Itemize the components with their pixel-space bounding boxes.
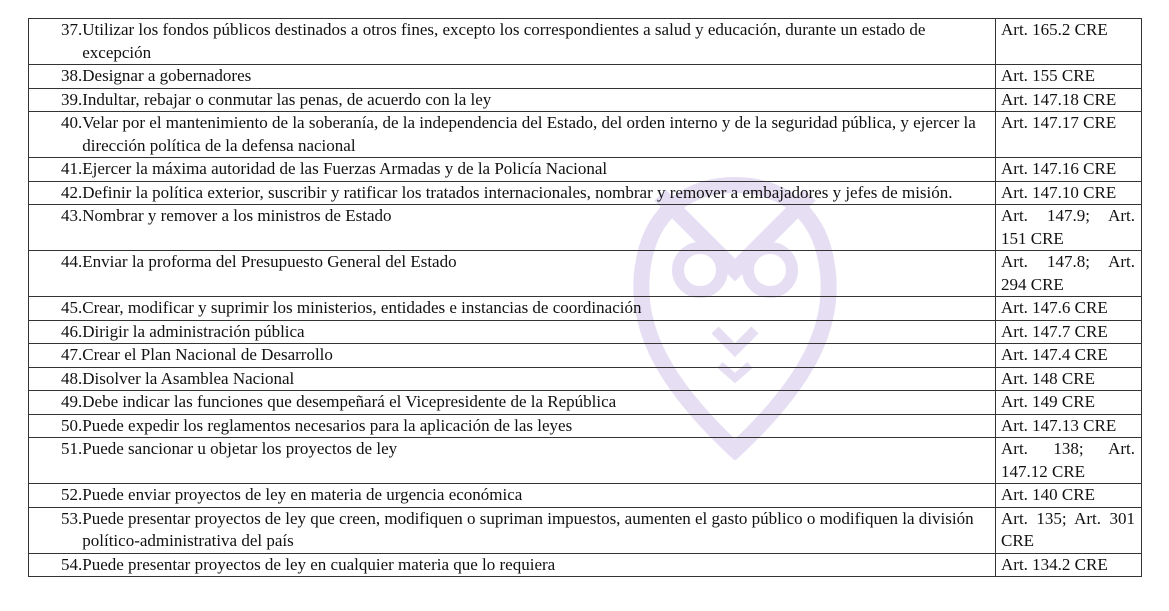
row-text: Debe indicar las funciones que desempeñará el Vicepresidente de la República: [82, 392, 617, 411]
row-article-reference: Art. 148 CRE: [996, 367, 1142, 391]
row-content: [61, 19, 989, 64]
row-number: 50.: [61, 415, 83, 435]
row-content: [61, 368, 989, 391]
row-number: 42.: [61, 182, 83, 202]
row-number: 48.: [61, 368, 83, 388]
row-description-cell: [29, 414, 996, 438]
table-row: [29, 438, 1142, 484]
table-row: [29, 320, 1142, 344]
row-content: [61, 554, 989, 577]
row-description-cell: [29, 391, 996, 415]
row-article-reference: Art. 147.9; Art. 151 CRE: [996, 205, 1142, 251]
row-description-cell: [29, 251, 996, 297]
row-article-reference: Art. 147.17 CRE: [996, 112, 1142, 158]
row-number: 51.: [61, 439, 83, 458]
row-number: 37.: [61, 20, 83, 39]
row-description-cell: [29, 112, 996, 158]
row-number: 44.: [61, 252, 83, 271]
row-content: [61, 415, 989, 438]
row-description-cell: [29, 484, 996, 508]
table-row: [29, 484, 1142, 508]
row-description-cell: [29, 438, 996, 484]
table-row: [29, 112, 1142, 158]
row-number: 41.: [61, 159, 83, 178]
row-article-reference: Art. 134.2 CRE: [996, 553, 1142, 577]
row-description-cell: [29, 205, 996, 251]
row-article-reference: Art. 155 CRE: [996, 65, 1142, 89]
table-row: [29, 391, 1142, 415]
table-row: [29, 251, 1142, 297]
row-text: Definir la política exterior, suscribir y ratificar los tratados internacionales, nombrar y remover a embajadores y jefes de misión.: [82, 182, 953, 202]
row-content: [61, 391, 989, 414]
row-description-cell: [29, 320, 996, 344]
row-description-cell: [29, 553, 996, 577]
row-article-reference: Art. 147.16 CRE: [996, 158, 1142, 182]
row-article-reference: Art. 165.2 CRE: [996, 19, 1142, 65]
row-text: Nombrar y remover a los ministros de Estado: [82, 206, 392, 225]
row-article-reference: Art. 147.13 CRE: [996, 414, 1142, 438]
row-text: Puede presentar proyectos de ley que creen, modifiquen o supriman impuestos, aumenten el gasto público o modifiquen la división político-administrativa del país: [82, 508, 974, 550]
row-text: Puede expedir los reglamentos necesarios para la aplicación de las leyes: [82, 415, 573, 435]
row-description-cell: [29, 181, 996, 205]
table-row: [29, 65, 1142, 89]
row-content: [61, 65, 989, 88]
row-text: Indultar, rebajar o conmutar las penas, de acuerdo con la ley: [82, 89, 492, 109]
table-row: [29, 367, 1142, 391]
row-description-cell: [29, 19, 996, 65]
row-number: 46.: [61, 321, 83, 341]
row-text: Puede enviar proyectos de ley en materia de urgencia económica: [82, 485, 523, 504]
row-content: [61, 182, 989, 205]
row-number: 54.: [61, 554, 83, 574]
table-row: [29, 507, 1142, 553]
row-content: [61, 158, 989, 181]
row-description-cell: [29, 158, 996, 182]
row-number: 38.: [61, 66, 83, 85]
attributions-table: [28, 18, 1142, 577]
row-text: Puede presentar proyectos de ley en cualquier materia que lo requiera: [82, 554, 556, 574]
row-number: 49.: [61, 392, 83, 411]
table-row: [29, 181, 1142, 205]
row-text: Ejercer la máxima autoridad de las Fuerzas Armadas y de la Policía Nacional: [82, 159, 608, 178]
row-text: Enviar la proforma del Presupuesto General del Estado: [82, 252, 457, 271]
row-content: [61, 438, 989, 461]
row-text: Designar a gobernadores: [82, 66, 252, 85]
row-content: [61, 205, 989, 228]
row-article-reference: Art. 147.7 CRE: [996, 320, 1142, 344]
row-content: [61, 112, 989, 157]
row-article-reference: Art. 147.18 CRE: [996, 88, 1142, 112]
table-row: [29, 205, 1142, 251]
table-row: [29, 414, 1142, 438]
row-number: 53.: [61, 508, 83, 528]
row-content: [61, 484, 989, 507]
row-article-reference: Art. 135; Art. 301 CRE: [996, 507, 1142, 553]
row-number: 39.: [61, 89, 83, 109]
row-content: [61, 251, 989, 274]
row-article-reference: Art. 147.6 CRE: [996, 297, 1142, 321]
row-text: Crear, modificar y suprimir los ministerios, entidades e instancias de coordinación: [82, 298, 642, 317]
row-number: 52.: [61, 485, 83, 504]
row-text: Utilizar los fondos públicos destinados a otros fines, excepto los correspondientes a salud y educación, durante un estado de excepción: [82, 20, 926, 62]
row-article-reference: Art. 147.8; Art. 294 CRE: [996, 251, 1142, 297]
row-description-cell: [29, 65, 996, 89]
row-article-reference: Art. 147.10 CRE: [996, 181, 1142, 205]
table-row: [29, 297, 1142, 321]
row-content: [61, 297, 989, 320]
row-description-cell: [29, 507, 996, 553]
row-content: [61, 321, 989, 344]
row-description-cell: [29, 344, 996, 368]
row-description-cell: [29, 297, 996, 321]
row-text: Puede sancionar u objetar los proyectos de ley: [82, 439, 398, 458]
table-row: [29, 19, 1142, 65]
row-article-reference: Art. 149 CRE: [996, 391, 1142, 415]
row-text: Velar por el mantenimiento de la soberanía, de la independencia del Estado, del orden interno y de la seguridad pública, y ejercer la dirección política de la defensa nacional: [82, 113, 976, 155]
row-text: Crear el Plan Nacional de Desarrollo: [82, 345, 333, 364]
table-row: [29, 344, 1142, 368]
row-content: [61, 508, 989, 553]
row-number: 40.: [61, 113, 83, 132]
row-text: Disolver la Asamblea Nacional: [82, 368, 295, 388]
row-description-cell: [29, 88, 996, 112]
row-number: 47.: [61, 345, 83, 364]
row-article-reference: Art. 138; Art. 147.12 CRE: [996, 438, 1142, 484]
table-row: [29, 158, 1142, 182]
table-row: [29, 88, 1142, 112]
row-content: [61, 89, 989, 112]
row-text: Dirigir la administración pública: [82, 321, 305, 341]
row-number: 43.: [61, 206, 83, 225]
row-content: [61, 344, 989, 367]
table-row: [29, 553, 1142, 577]
row-description-cell: [29, 367, 996, 391]
row-article-reference: Art. 147.4 CRE: [996, 344, 1142, 368]
row-article-reference: Art. 140 CRE: [996, 484, 1142, 508]
row-number: 45.: [61, 298, 83, 317]
